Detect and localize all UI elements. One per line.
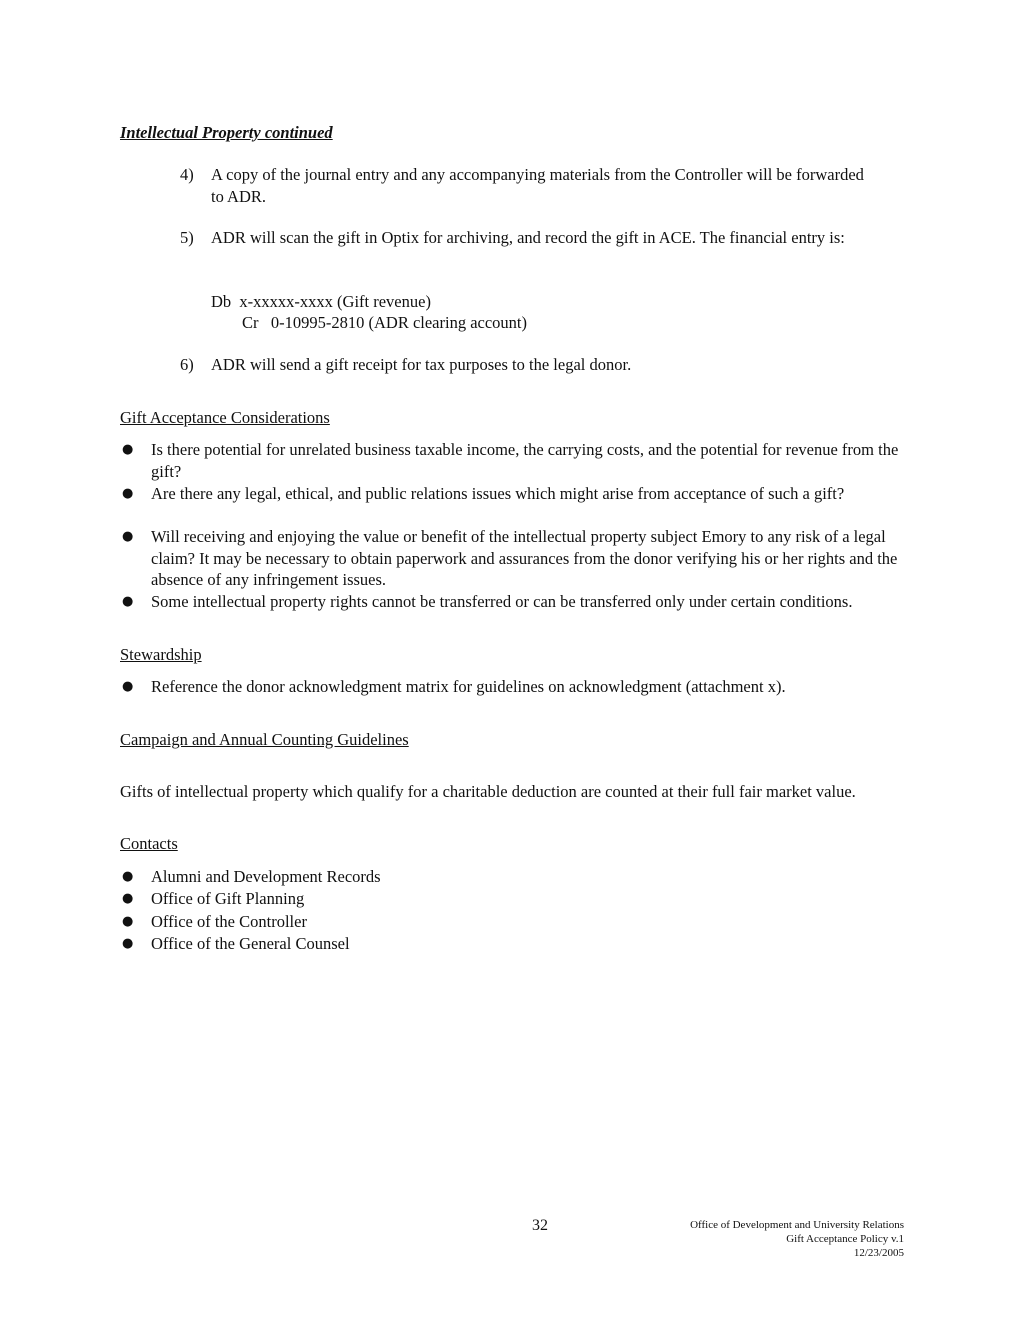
- footer-policy: Gift Acceptance Policy v.1: [786, 1233, 904, 1245]
- footer-info: [690, 1218, 904, 1260]
- contacts-heading: Contacts: [120, 834, 178, 853]
- list-item-text: Is there potential for unrelated business taxable income, the carrying costs, and the potential for revenue from the gift?: [151, 440, 899, 481]
- footer-org: Office of Development and University Relations: [690, 1219, 904, 1231]
- bullet-icon: ●: [122, 442, 134, 457]
- list-item-text: Office of the General Counsel: [151, 934, 350, 953]
- bullet-icon: ●: [122, 486, 134, 501]
- counting-text: Gifts of intellectual property which qualify for a charitable deduction are counted at their full fair market value.: [120, 782, 856, 801]
- list-item-text: Are there any legal, ethical, and public relations issues which might arise from acceptance of such a gift?: [151, 484, 845, 503]
- step-text: ADR will scan the gift in Optix for archiving, and record the gift in ACE. The financial entry is:: [211, 228, 845, 247]
- step-number: 6): [180, 355, 194, 374]
- bullet-icon: ●: [122, 936, 134, 951]
- credit-entry: Cr 0-10995-2810 (ADR clearing account): [242, 313, 528, 332]
- list-item-text: Some intellectual property rights cannot be transferred or can be transferred only under certain conditions.: [151, 592, 853, 611]
- considerations-heading: Gift Acceptance Considerations: [120, 408, 330, 427]
- list-item-text: Office of the Controller: [151, 912, 307, 931]
- bullet-icon: ●: [122, 679, 134, 694]
- bullet-icon: ●: [122, 529, 134, 544]
- section-title: Intellectual Property continued: [120, 123, 333, 142]
- step-number: 5): [180, 228, 194, 247]
- debit-entry: Db x-xxxxx-xxxx (Gift revenue): [211, 292, 431, 311]
- step-text: A copy of the journal entry and any accompanying materials from the Controller will be forwarded to ADR.: [211, 165, 864, 206]
- bullet-icon: ●: [122, 869, 134, 884]
- list-item-text: Reference the donor acknowledgment matrix for guidelines on acknowledgment (attachment x).: [151, 677, 786, 696]
- counting-heading: Campaign and Annual Counting Guidelines: [120, 730, 409, 749]
- step-text: ADR will send a gift receipt for tax purposes to the legal donor.: [211, 355, 632, 374]
- bullet-icon: ●: [122, 594, 134, 609]
- page-number: 32: [532, 1217, 548, 1234]
- footer-date: 12/23/2005: [853, 1247, 904, 1259]
- bullet-icon: ●: [122, 891, 134, 906]
- bullet-icon: ●: [122, 914, 134, 929]
- stewardship-heading: Stewardship: [120, 645, 202, 664]
- step-number: 4): [180, 165, 194, 184]
- list-item-text: Will receiving and enjoying the value or benefit of the intellectual property subject Emory to any risk of a legal claim? It may be necessary to obtain paperwork and assurances from the donor verifying his or her rights and the absence of any infringement issues.: [151, 527, 898, 589]
- list-item-text: Office of Gift Planning: [151, 889, 305, 908]
- list-item-text: Alumni and Development Records: [151, 867, 381, 886]
